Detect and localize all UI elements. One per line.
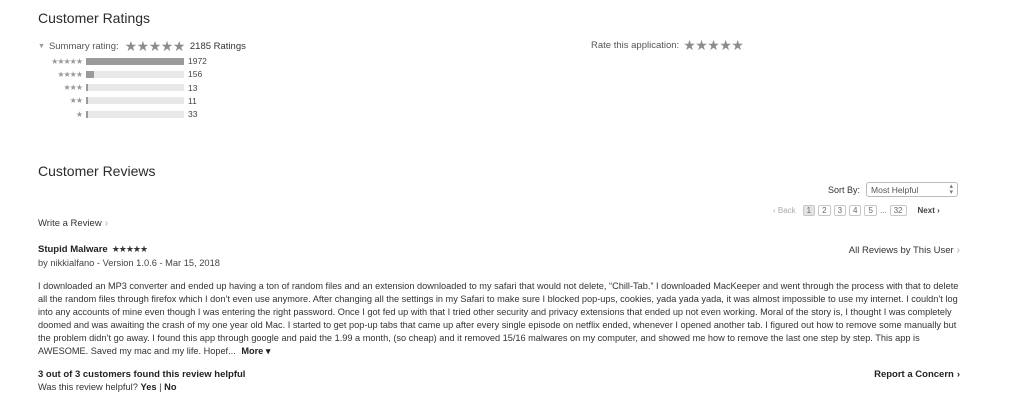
all-reviews-label: All Reviews by This User: [848, 245, 954, 256]
sort-value: Most Helpful: [871, 184, 919, 195]
ratings-count: 2185 Ratings: [189, 41, 246, 52]
rate-stars[interactable]: ★★★★★: [683, 37, 744, 53]
histogram-bar-track: [86, 111, 184, 118]
histogram-bar-track: [86, 84, 184, 91]
histogram-stars: ★: [75, 109, 82, 119]
chevron-right-icon: ›: [956, 245, 960, 256]
summary-label: Summary rating:: [48, 41, 119, 52]
rate-label: Rate this application:: [591, 40, 680, 51]
page-4[interactable]: 4: [849, 205, 861, 216]
ratings-heading: Customer Ratings: [38, 10, 151, 26]
disclosure-triangle-icon[interactable]: ▼: [38, 43, 45, 50]
histogram-count: 11: [188, 95, 197, 106]
histogram-stars: ★★: [69, 96, 82, 106]
sort-label: Sort By:: [828, 184, 861, 195]
reviews-heading: Customer Reviews: [38, 163, 156, 179]
helpful-separator: |: [159, 382, 162, 392]
histogram-bar-fill: [86, 71, 94, 78]
histogram-stars: ★★★: [63, 83, 82, 93]
summary-rating[interactable]: [38, 38, 246, 55]
histogram-bar-track: [86, 97, 184, 104]
chevron-right-icon: ›: [104, 218, 109, 229]
histogram-stars: ★★★★★: [51, 56, 82, 66]
histogram-count: 13: [188, 82, 198, 93]
page-2[interactable]: 2: [818, 205, 830, 216]
helpful-summary: 3 out of 3 customers found this review helpful: [38, 369, 246, 380]
histogram-count: 33: [188, 109, 198, 120]
report-concern-label: Report a Concern: [874, 369, 954, 380]
page-1[interactable]: 1: [803, 205, 815, 216]
write-review-label: Write a Review: [38, 218, 102, 229]
all-reviews-by-user-link[interactable]: [849, 245, 960, 256]
report-concern-link[interactable]: [874, 369, 960, 380]
review-byline: by nikkialfano - Version 1.0.6 - Mar 15, 2018: [38, 258, 220, 268]
summary-stars: ★★★★★: [124, 38, 185, 54]
histogram-bar-fill: [86, 111, 88, 118]
sort-control: [828, 182, 958, 197]
review-title-row: [38, 244, 147, 255]
review-body: [38, 280, 964, 358]
sort-select[interactable]: [866, 182, 958, 197]
histogram-count: 1972: [188, 56, 207, 66]
histogram-bar-fill: [86, 84, 88, 91]
review-stars: ★★★★★: [111, 244, 148, 254]
pagination: [773, 205, 940, 216]
chevron-right-icon: ›: [956, 369, 960, 380]
updown-arrows-icon: ▴ ▾: [949, 182, 954, 196]
more-link[interactable]: More ▾: [241, 346, 271, 356]
histogram-bar-track: [86, 71, 184, 78]
histogram-count: 156: [188, 69, 203, 80]
histogram-row: [38, 83, 197, 93]
histogram-bar-fill: [86, 97, 88, 104]
histogram-row: [38, 96, 197, 106]
rate-application: [591, 37, 743, 54]
histogram-stars: ★★★★: [57, 69, 82, 79]
histogram-bar-fill: [86, 58, 184, 65]
review-text: I downloaded an MP3 converter and ended up having a ton of random files and an extension downloaded to my safari that would not delete, “Chill-Tab.” I downloaded MacKeeper and went through the process with that to delete all the random files through firefox which I don’t even use anymore. After changing all the settings in my Safari to make sure I blocked pop-ups, cookies, yada yada yada, it was almost impossible to use my internet. I couldn’t log into any accounts of mine even though I was entering the right password. Once I got fed up with that I tried other security and privacy extensions that ended up not even working. Moral of the story is, I thought I was completely doomed and was awaiting the crash of my one year old Mac. I started to get pop-up tabs that came up after every single episode on netflix ended, whenever I opened another tab. I figured out how to remove some manually but the problem didn’t go away. I found this app through google and paid the 1.99 a month, (so cheap) and it removed 15/16 malwares on my computer, and showed me how to remove the last one step by step. This app is AWESOME. Saved my mac and my life. Hopef...: [38, 281, 959, 356]
helpful-no-link[interactable]: No: [164, 382, 177, 392]
back-button[interactable]: ‹ Back: [773, 206, 796, 215]
histogram-row: [38, 56, 207, 66]
helpful-question: Was this review helpful?: [38, 382, 138, 392]
histogram-row: [38, 109, 197, 119]
page-3[interactable]: 3: [834, 205, 846, 216]
page-32[interactable]: 32: [890, 205, 907, 216]
page-5[interactable]: 5: [864, 205, 876, 216]
write-review-link[interactable]: [38, 218, 108, 229]
page-ellipsis: ...: [879, 206, 887, 215]
histogram-bar-track: [86, 58, 184, 65]
histogram-row: [38, 69, 202, 79]
next-button[interactable]: Next ›: [917, 206, 940, 215]
review-title: Stupid Malware: [38, 244, 108, 255]
helpful-yes-link[interactable]: Yes: [140, 382, 157, 392]
helpful-question-row: [38, 382, 177, 392]
